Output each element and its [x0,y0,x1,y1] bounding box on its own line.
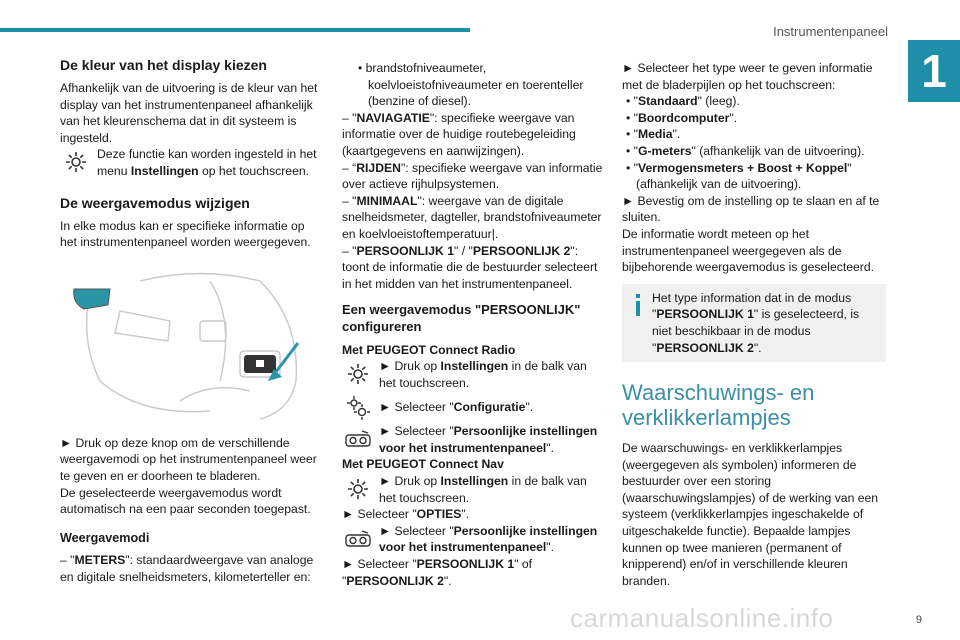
bold-text: OPTIES [416,507,462,522]
bold-text: PERSOONLIJK 2 [656,340,754,355]
paragraph: Afhankelijk van de uitvoering is de kleur van het display van het instrumentenpaneel afhankelijk van het kleurenschema dat in dit systeem is ingesteld. [60,81,318,145]
bold-text: PERSOONLIJK 2 [472,243,571,258]
step-text [379,473,604,506]
text: in de balk van het touchscreen. [379,474,587,505]
subheading-display-modes: Weergavemodi [60,530,150,545]
option-standard [622,93,886,110]
text: • " [626,143,638,158]
step-text [379,358,604,391]
text: ► Selecteer " [342,557,417,572]
paragraph: ► Druk op deze knop om de verschillende weergavemodi op het instrumentenpaneel weer te geven en er doorheen te bladeren. [60,435,317,483]
radio-label: Met PEUGEOT Connect Radio [342,342,516,357]
radio-step-1 [342,358,604,391]
text: " of " [342,557,533,588]
settings-note-text [97,146,322,179]
drive-item [342,160,604,193]
text: ": toont de informatie die de bestuurder selecteert in het midden van het instrumentenpaneel. [342,243,598,291]
bold-text: Instellingen [130,163,199,178]
step-text [379,523,604,556]
text: – " [342,243,357,258]
step-text [379,391,533,416]
bold-text: Media [637,127,673,142]
text: " (leeg). [697,94,740,109]
option-g-meters [622,143,886,160]
settings-note [60,146,322,179]
step-text [379,423,604,456]
gear-icon [342,473,374,505]
info-text [630,290,878,356]
text: op het touchscreen. [198,163,310,178]
bullet-item: • brandstofniveaumeter, koelvloeistofniveaumeter en toerenteller (benzine of diesel). [358,61,584,109]
paragraph: De geselecteerde weergavemodus wordt automatisch na een paar seconden toegepast. [60,485,311,517]
text: " (afhankelijk van de uitvoering). [691,143,865,158]
option-media [622,126,886,143]
bold-text: PERSOONLIJK 1 [416,557,515,572]
bold-text: PERSOONLIJK 1 [356,243,455,258]
bold-text: MINIMAAL [356,193,418,208]
text: ". [443,573,452,588]
text: ". [546,440,554,455]
bold-text: METERS [74,553,126,568]
text: – “ [342,160,357,175]
nav-step-4 [342,556,604,589]
text: ► Selecteer " [342,507,417,522]
gear-icon [60,146,92,178]
paragraph: ► Bevestig om de instelling op te slaan en af te sluiten. [622,193,880,225]
text: – " [342,193,357,208]
section-heading-display-color: De kleur van het display kiezen [60,57,267,73]
nav-step-3 [342,523,604,556]
paragraph: De waarschuwings- en verklikkerlampjes (weergegeven als symbolen) informeren de bestuurder over een storing (waarschuwingslampjes) of de werking van een systeem (verklikkerlampjes ingeschakelde of uitgeschakelde functie). Bepaalde lampjes kunnen op twee manieren (permanent of knipperend) en/of in verschillende kleuren branden. [622,441,879,588]
bold-text: NAVIAGATIE [356,110,430,125]
text: – " [342,110,357,125]
section-heading-display-mode: De weergavemodus wijzigen [60,194,250,211]
text: " (afhankelijk van de uitvoering). [636,160,852,192]
bold-text: Instellingen [440,359,509,374]
paragraph: ► Selecteer het type weer te geven informatie met de bladerpijlen op het touchscreen: [622,61,873,92]
bold-text: Instellingen [440,474,509,489]
info-icon [632,294,644,321]
text: ► Selecteer " [379,523,454,538]
nav-item [342,110,604,160]
nav-label: Met PEUGEOT Connect Nav [342,457,504,472]
bold-text: Persoonlijke instellingen voor het instrumentenpaneel [379,424,598,455]
radio-step-3 [342,423,604,456]
header-accent-bar [0,28,470,32]
nav-step-2 [342,506,604,523]
minimal-item [342,193,604,243]
text: ". [729,110,738,125]
text: ". [525,400,534,415]
nav-step-1 [342,473,604,506]
text: in de balk van het touchscreen. [379,359,587,390]
bold-text: Configuratie [453,400,526,415]
gear-icon [342,358,374,390]
text: ► Selecteer " [379,400,454,415]
text: ". [753,340,762,355]
text: – " [60,553,75,568]
bold-text: G-meters [637,143,692,158]
text: ": standaardweergave van analoge en digitale snelheidsmeters, kilometerteller en: [60,553,314,584]
steering-wheel-illustration [60,261,322,421]
text: • " [626,127,638,142]
radio-step-2 [342,391,604,423]
bold-text: PERSOONLIJK 1 [656,307,754,322]
option-power-meters [622,160,886,193]
text: Het type information dat in de modus " [652,290,852,322]
bold-text: PERSOONLIJK 2 [346,573,444,588]
watermark: carmanualsonline.info [570,603,834,633]
bold-text: Standaard [637,94,698,109]
paragraph: De informatie wordt meteen op het instrumentenpaneel weergegeven als de bijbehorende weergavemodus is geselecteerd. [622,226,875,275]
bold-text: Vermogensmeters + Boost + Koppel [637,160,848,175]
text: • " [626,110,638,125]
text: ". [672,127,681,142]
text: ► Druk op [379,474,441,489]
text: ► Selecteer " [379,424,454,439]
meters-item [60,552,322,585]
subheading-configure-personal: Een weergavemodus "PERSOONLIJK" configureren [342,302,581,334]
text: ► Druk op [379,359,441,374]
page-number: 9 [915,614,922,626]
text: ": specifieke weergave van informatie over actieve rijhulpsystemen. [342,160,603,192]
info-note [622,284,886,362]
text: ". [546,540,554,555]
text: " / " [454,243,473,258]
text: Deze functie kan worden ingesteld in het menu [97,147,317,178]
chapter-number-tab: 1 [908,40,960,102]
instrument-panel-icon [342,423,374,455]
personal-item [342,243,604,293]
column-3 [622,60,886,589]
section-heading-warning-lights: Waarschuwings- en verklikkerlampjes [622,380,815,431]
column-2 [342,60,604,589]
text: ": specifieke weergave van informatie over de huidige routebegeleiding (kaartgegevens en aanwijzingen). [342,110,576,158]
option-trip-computer [622,110,886,127]
bold-text: Boordcomputer [637,110,730,125]
text: ". [461,507,470,522]
configuration-gears-icon [342,391,374,423]
text: • " [626,94,638,109]
text: ": weergave van de digitale snelheidsmeter, dagteller, brandstofniveaumeter en koelvloeistoftemperatuur|. [342,193,602,241]
running-header: Instrumentenpaneel [773,24,888,39]
paragraph: In elke modus kan er specifieke informatie op het instrumentenpaneel worden weergegeven. [60,218,311,250]
column-1 [60,56,322,586]
bold-text: Persoonlijke instellingen voor het instrumentenpaneel [379,523,598,555]
text: • " [626,160,638,175]
instrument-panel-icon [342,523,374,555]
bold-text: RIJDEN [356,160,401,175]
text: " is geselecteerd, is niet beschikbaar in de modus " [652,307,860,355]
